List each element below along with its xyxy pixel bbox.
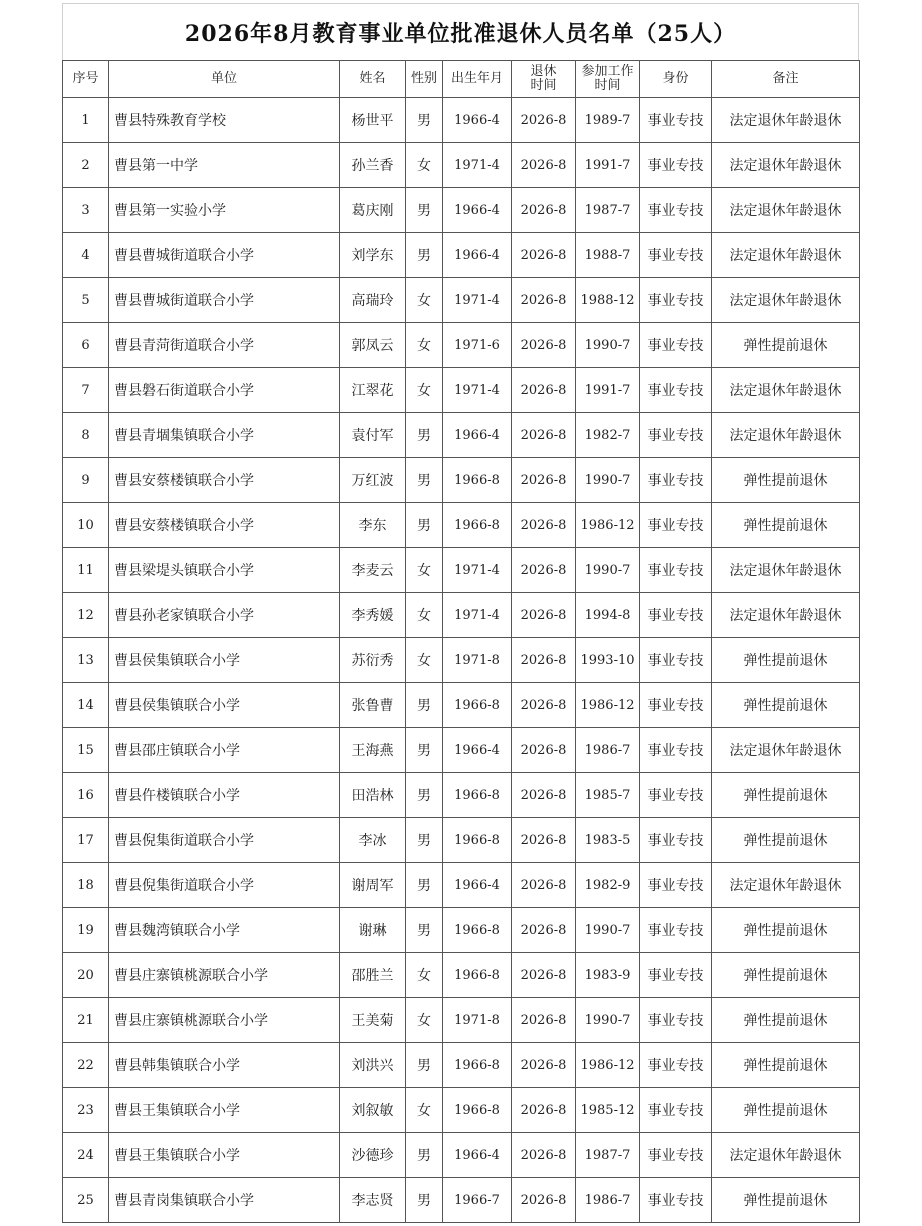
cell-gender: 男 <box>406 458 443 503</box>
cell-unit: 曹县青堌集镇联合小学 <box>109 413 340 458</box>
cell-note: 弹性提前退休 <box>712 1043 860 1088</box>
table-row <box>63 188 860 233</box>
cell-identity: 事业专技 <box>640 1178 712 1223</box>
cell-work: 1985-7 <box>576 773 640 818</box>
cell-unit: 曹县邵庄镇联合小学 <box>109 728 340 773</box>
table-row <box>63 503 860 548</box>
cell-unit: 曹县青岗集镇联合小学 <box>109 1178 340 1223</box>
cell-unit: 曹县曹城街道联合小学 <box>109 278 340 323</box>
cell-work: 1987-7 <box>576 1133 640 1178</box>
cell-identity: 事业专技 <box>640 773 712 818</box>
cell-identity: 事业专技 <box>640 638 712 683</box>
table-row <box>63 908 860 953</box>
table-row <box>63 98 860 143</box>
cell-retire: 2026-8 <box>512 458 576 503</box>
cell-seq: 22 <box>63 1043 109 1088</box>
cell-seq: 7 <box>63 368 109 413</box>
title-row <box>62 3 859 60</box>
cell-work: 1990-7 <box>576 908 640 953</box>
cell-name: 李冰 <box>340 818 406 863</box>
cell-birth: 1971-8 <box>443 998 512 1043</box>
cell-unit: 曹县磐石街道联合小学 <box>109 368 340 413</box>
cell-birth: 1971-6 <box>443 323 512 368</box>
cell-work: 1986-12 <box>576 503 640 548</box>
cell-note: 弹性提前退休 <box>712 818 860 863</box>
cell-birth: 1966-8 <box>443 503 512 548</box>
retiree-table <box>62 60 860 1223</box>
cell-identity: 事业专技 <box>640 458 712 503</box>
cell-gender: 女 <box>406 368 443 413</box>
cell-name: 李志贤 <box>340 1178 406 1223</box>
cell-birth: 1966-8 <box>443 818 512 863</box>
cell-identity: 事业专技 <box>640 413 712 458</box>
cell-identity: 事业专技 <box>640 908 712 953</box>
table-row <box>63 638 860 683</box>
cell-work: 1990-7 <box>576 548 640 593</box>
cell-note: 法定退休年龄退休 <box>712 593 860 638</box>
cell-retire: 2026-8 <box>512 953 576 998</box>
cell-note: 弹性提前退休 <box>712 908 860 953</box>
cell-gender: 男 <box>406 818 443 863</box>
cell-name: 李麦云 <box>340 548 406 593</box>
cell-seq: 15 <box>63 728 109 773</box>
header-birth: 出生年月 <box>443 61 512 98</box>
cell-gender: 男 <box>406 1178 443 1223</box>
table-row <box>63 818 860 863</box>
cell-identity: 事业专技 <box>640 593 712 638</box>
cell-retire: 2026-8 <box>512 683 576 728</box>
cell-birth: 1966-8 <box>443 1043 512 1088</box>
cell-unit: 曹县梁堤头镇联合小学 <box>109 548 340 593</box>
header-unit: 单位 <box>109 61 340 98</box>
cell-unit: 曹县特殊教育学校 <box>109 98 340 143</box>
cell-retire: 2026-8 <box>512 728 576 773</box>
cell-seq: 14 <box>63 683 109 728</box>
cell-birth: 1966-4 <box>443 863 512 908</box>
cell-identity: 事业专技 <box>640 143 712 188</box>
table-row <box>63 413 860 458</box>
cell-birth: 1966-8 <box>443 458 512 503</box>
cell-work: 1991-7 <box>576 368 640 413</box>
cell-seq: 19 <box>63 908 109 953</box>
cell-retire: 2026-8 <box>512 818 576 863</box>
table-row <box>63 1088 860 1133</box>
cell-note: 弹性提前退休 <box>712 683 860 728</box>
table-body <box>63 98 860 1223</box>
cell-note: 弹性提前退休 <box>712 638 860 683</box>
cell-unit: 曹县倪集街道联合小学 <box>109 863 340 908</box>
cell-identity: 事业专技 <box>640 998 712 1043</box>
header-seq: 序号 <box>63 61 109 98</box>
cell-note: 法定退休年龄退休 <box>712 233 860 278</box>
cell-name: 李东 <box>340 503 406 548</box>
cell-seq: 10 <box>63 503 109 548</box>
cell-identity: 事业专技 <box>640 1088 712 1133</box>
header-retire-line1: 退休 <box>530 64 557 79</box>
cell-seq: 5 <box>63 278 109 323</box>
cell-work: 1986-12 <box>576 683 640 728</box>
cell-unit: 曹县侯集镇联合小学 <box>109 638 340 683</box>
cell-name: 王海燕 <box>340 728 406 773</box>
cell-seq: 23 <box>63 1088 109 1133</box>
cell-birth: 1971-4 <box>443 368 512 413</box>
cell-note: 法定退休年龄退休 <box>712 188 860 233</box>
cell-retire: 2026-8 <box>512 503 576 548</box>
cell-birth: 1966-4 <box>443 413 512 458</box>
cell-work: 1994-8 <box>576 593 640 638</box>
cell-identity: 事业专技 <box>640 98 712 143</box>
cell-identity: 事业专技 <box>640 278 712 323</box>
header-work <box>576 61 640 98</box>
cell-name: 李秀媛 <box>340 593 406 638</box>
cell-work: 1986-7 <box>576 1178 640 1223</box>
cell-note: 法定退休年龄退休 <box>712 548 860 593</box>
cell-gender: 女 <box>406 278 443 323</box>
table-row <box>63 953 860 998</box>
cell-name: 刘洪兴 <box>340 1043 406 1088</box>
cell-note: 弹性提前退休 <box>712 503 860 548</box>
cell-retire: 2026-8 <box>512 1178 576 1223</box>
cell-identity: 事业专技 <box>640 188 712 233</box>
table-row <box>63 728 860 773</box>
cell-work: 1989-7 <box>576 98 640 143</box>
cell-work: 1986-7 <box>576 728 640 773</box>
header-identity: 身份 <box>640 61 712 98</box>
cell-identity: 事业专技 <box>640 863 712 908</box>
cell-retire: 2026-8 <box>512 773 576 818</box>
cell-retire: 2026-8 <box>512 1043 576 1088</box>
cell-unit: 曹县倪集街道联合小学 <box>109 818 340 863</box>
table-row <box>63 143 860 188</box>
cell-work: 1990-7 <box>576 998 640 1043</box>
cell-seq: 24 <box>63 1133 109 1178</box>
cell-seq: 11 <box>63 548 109 593</box>
table-row <box>63 458 860 503</box>
header-work-line1: 参加工作 <box>581 64 634 79</box>
cell-unit: 曹县庄寨镇桃源联合小学 <box>109 953 340 998</box>
cell-name: 孙兰香 <box>340 143 406 188</box>
table-row <box>63 773 860 818</box>
cell-retire: 2026-8 <box>512 863 576 908</box>
cell-name: 袁付军 <box>340 413 406 458</box>
cell-birth: 1966-8 <box>443 953 512 998</box>
cell-birth: 1971-4 <box>443 143 512 188</box>
cell-name: 田浩林 <box>340 773 406 818</box>
table-row <box>63 548 860 593</box>
cell-gender: 女 <box>406 1088 443 1133</box>
cell-note: 弹性提前退休 <box>712 1178 860 1223</box>
cell-seq: 2 <box>63 143 109 188</box>
cell-seq: 16 <box>63 773 109 818</box>
cell-work: 1982-9 <box>576 863 640 908</box>
cell-retire: 2026-8 <box>512 593 576 638</box>
cell-retire: 2026-8 <box>512 368 576 413</box>
cell-work: 1983-5 <box>576 818 640 863</box>
cell-birth: 1966-8 <box>443 908 512 953</box>
cell-gender: 男 <box>406 683 443 728</box>
cell-note: 法定退休年龄退休 <box>712 863 860 908</box>
cell-identity: 事业专技 <box>640 683 712 728</box>
cell-seq: 9 <box>63 458 109 503</box>
cell-unit: 曹县曹城街道联合小学 <box>109 233 340 278</box>
cell-retire: 2026-8 <box>512 998 576 1043</box>
cell-name: 张鲁曹 <box>340 683 406 728</box>
cell-seq: 1 <box>63 98 109 143</box>
cell-birth: 1966-4 <box>443 188 512 233</box>
cell-work: 1983-9 <box>576 953 640 998</box>
cell-note: 法定退休年龄退休 <box>712 1133 860 1178</box>
cell-unit: 曹县安蔡楼镇联合小学 <box>109 503 340 548</box>
cell-unit: 曹县韩集镇联合小学 <box>109 1043 340 1088</box>
cell-name: 苏衍秀 <box>340 638 406 683</box>
cell-note: 法定退休年龄退休 <box>712 413 860 458</box>
cell-unit: 曹县第一实验小学 <box>109 188 340 233</box>
table-row <box>63 233 860 278</box>
cell-name: 谢琳 <box>340 908 406 953</box>
cell-gender: 女 <box>406 638 443 683</box>
header-work-line2: 时间 <box>594 78 621 93</box>
cell-birth: 1966-8 <box>443 683 512 728</box>
cell-gender: 男 <box>406 233 443 278</box>
cell-note: 弹性提前退休 <box>712 1088 860 1133</box>
cell-gender: 女 <box>406 323 443 368</box>
cell-name: 江翠花 <box>340 368 406 413</box>
cell-gender: 女 <box>406 998 443 1043</box>
cell-name: 谢周军 <box>340 863 406 908</box>
cell-name: 高瑞玲 <box>340 278 406 323</box>
cell-retire: 2026-8 <box>512 188 576 233</box>
cell-gender: 男 <box>406 98 443 143</box>
cell-name: 郭凤云 <box>340 323 406 368</box>
cell-birth: 1966-8 <box>443 773 512 818</box>
cell-work: 1991-7 <box>576 143 640 188</box>
cell-seq: 8 <box>63 413 109 458</box>
document-sheet <box>62 3 859 1223</box>
cell-note: 弹性提前退休 <box>712 998 860 1043</box>
table-row <box>63 1178 860 1223</box>
cell-seq: 12 <box>63 593 109 638</box>
cell-identity: 事业专技 <box>640 728 712 773</box>
cell-note: 法定退休年龄退休 <box>712 368 860 413</box>
cell-name: 葛庆刚 <box>340 188 406 233</box>
table-row <box>63 593 860 638</box>
cell-unit: 曹县青菏街道联合小学 <box>109 323 340 368</box>
cell-work: 1988-7 <box>576 233 640 278</box>
cell-name: 沙德珍 <box>340 1133 406 1178</box>
table-row <box>63 368 860 413</box>
cell-work: 1990-7 <box>576 458 640 503</box>
cell-note: 弹性提前退休 <box>712 953 860 998</box>
cell-gender: 男 <box>406 188 443 233</box>
cell-gender: 女 <box>406 548 443 593</box>
cell-work: 1993-10 <box>576 638 640 683</box>
cell-identity: 事业专技 <box>640 503 712 548</box>
cell-note: 弹性提前退休 <box>712 773 860 818</box>
table-row <box>63 1133 860 1178</box>
cell-unit: 曹县庄寨镇桃源联合小学 <box>109 998 340 1043</box>
cell-name: 刘叙敏 <box>340 1088 406 1133</box>
cell-seq: 20 <box>63 953 109 998</box>
cell-identity: 事业专技 <box>640 1043 712 1088</box>
cell-seq: 13 <box>63 638 109 683</box>
cell-name: 邵胜兰 <box>340 953 406 998</box>
cell-birth: 1971-4 <box>443 278 512 323</box>
header-note: 备注 <box>712 61 860 98</box>
cell-identity: 事业专技 <box>640 818 712 863</box>
cell-name: 万红波 <box>340 458 406 503</box>
cell-retire: 2026-8 <box>512 908 576 953</box>
cell-work: 1990-7 <box>576 323 640 368</box>
cell-name: 杨世平 <box>340 98 406 143</box>
cell-birth: 1966-4 <box>443 728 512 773</box>
cell-work: 1986-12 <box>576 1043 640 1088</box>
table-row <box>63 1043 860 1088</box>
cell-gender: 男 <box>406 413 443 458</box>
cell-unit: 曹县王集镇联合小学 <box>109 1088 340 1133</box>
cell-gender: 男 <box>406 1043 443 1088</box>
cell-retire: 2026-8 <box>512 1088 576 1133</box>
cell-identity: 事业专技 <box>640 548 712 593</box>
cell-retire: 2026-8 <box>512 548 576 593</box>
cell-gender: 男 <box>406 908 443 953</box>
cell-name: 刘学东 <box>340 233 406 278</box>
cell-birth: 1966-4 <box>443 98 512 143</box>
header-row <box>63 61 860 98</box>
cell-identity: 事业专技 <box>640 1133 712 1178</box>
header-gender: 性别 <box>406 61 443 98</box>
cell-unit: 曹县安蔡楼镇联合小学 <box>109 458 340 503</box>
cell-unit: 曹县王集镇联合小学 <box>109 1133 340 1178</box>
cell-retire: 2026-8 <box>512 638 576 683</box>
cell-retire: 2026-8 <box>512 413 576 458</box>
cell-seq: 3 <box>63 188 109 233</box>
cell-unit: 曹县孙老家镇联合小学 <box>109 593 340 638</box>
cell-retire: 2026-8 <box>512 278 576 323</box>
cell-seq: 17 <box>63 818 109 863</box>
cell-note: 法定退休年龄退休 <box>712 98 860 143</box>
page-title: 2026年8月教育事业单位批准退休人员名单（25人） <box>184 20 737 47</box>
cell-gender: 男 <box>406 728 443 773</box>
cell-gender: 男 <box>406 773 443 818</box>
cell-work: 1987-7 <box>576 188 640 233</box>
table-row <box>63 683 860 728</box>
cell-birth: 1966-8 <box>443 1088 512 1133</box>
cell-seq: 25 <box>63 1178 109 1223</box>
cell-gender: 男 <box>406 863 443 908</box>
cell-unit: 曹县仵楼镇联合小学 <box>109 773 340 818</box>
cell-retire: 2026-8 <box>512 323 576 368</box>
cell-gender: 男 <box>406 503 443 548</box>
cell-unit: 曹县第一中学 <box>109 143 340 188</box>
cell-note: 弹性提前退休 <box>712 458 860 503</box>
header-name: 姓名 <box>340 61 406 98</box>
cell-gender: 女 <box>406 143 443 188</box>
cell-seq: 4 <box>63 233 109 278</box>
cell-gender: 男 <box>406 1133 443 1178</box>
cell-birth: 1966-4 <box>443 233 512 278</box>
header-retire-line2: 时间 <box>530 78 557 93</box>
table-row <box>63 278 860 323</box>
cell-unit: 曹县侯集镇联合小学 <box>109 683 340 728</box>
cell-identity: 事业专技 <box>640 953 712 998</box>
cell-note: 法定退休年龄退休 <box>712 278 860 323</box>
cell-name: 王美菊 <box>340 998 406 1043</box>
cell-retire: 2026-8 <box>512 98 576 143</box>
cell-retire: 2026-8 <box>512 143 576 188</box>
cell-work: 1985-12 <box>576 1088 640 1133</box>
cell-seq: 18 <box>63 863 109 908</box>
cell-work: 1982-7 <box>576 413 640 458</box>
table-row <box>63 998 860 1043</box>
cell-gender: 女 <box>406 953 443 998</box>
cell-note: 法定退休年龄退休 <box>712 143 860 188</box>
cell-birth: 1971-4 <box>443 593 512 638</box>
cell-retire: 2026-8 <box>512 233 576 278</box>
cell-note: 法定退休年龄退休 <box>712 728 860 773</box>
table-row <box>63 863 860 908</box>
cell-note: 弹性提前退休 <box>712 323 860 368</box>
cell-birth: 1966-7 <box>443 1178 512 1223</box>
cell-identity: 事业专技 <box>640 323 712 368</box>
cell-work: 1988-12 <box>576 278 640 323</box>
cell-retire: 2026-8 <box>512 1133 576 1178</box>
cell-birth: 1971-8 <box>443 638 512 683</box>
table-row <box>63 323 860 368</box>
cell-seq: 6 <box>63 323 109 368</box>
cell-birth: 1971-4 <box>443 548 512 593</box>
cell-seq: 21 <box>63 998 109 1043</box>
cell-birth: 1966-4 <box>443 1133 512 1178</box>
cell-identity: 事业专技 <box>640 233 712 278</box>
cell-identity: 事业专技 <box>640 368 712 413</box>
cell-unit: 曹县魏湾镇联合小学 <box>109 908 340 953</box>
cell-gender: 女 <box>406 593 443 638</box>
header-retire <box>512 61 576 98</box>
